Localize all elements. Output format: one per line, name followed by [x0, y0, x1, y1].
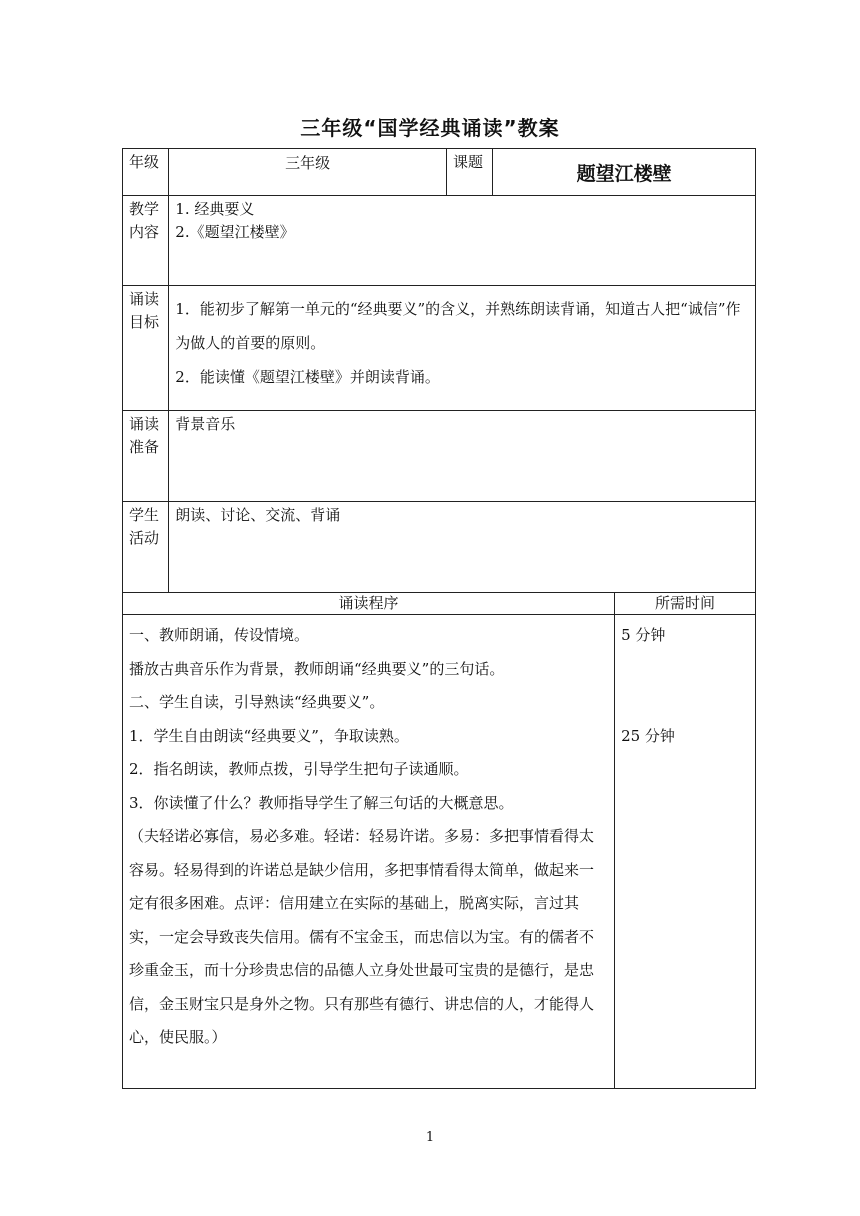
content-label-cell: [123, 196, 169, 286]
grade-label: 年级: [129, 153, 160, 171]
prep-cell: [169, 411, 756, 502]
content-cell: [169, 196, 756, 286]
procedure-line: 1．学生自由朗读“经典要义”，争取读熟。: [129, 726, 409, 745]
procedure-line: 3．你读懂了什么？教师指导学生了解三句话的大概意思。: [129, 793, 514, 812]
procedure-line: 2．指名朗读，教师点拨，引导学生把句子读通顺。: [129, 760, 469, 778]
content-row: [123, 196, 756, 286]
goals-cell: [169, 286, 756, 411]
course-label-cell: [447, 149, 493, 196]
page-number: 1: [425, 1130, 435, 1145]
goal-item: 1．能初步了解第一单元的“经典要义”的含义，并熟练朗读背诵，知道古人把“诚信”作为做人的首要的原则。: [175, 300, 741, 352]
activity-label: 学生活动: [129, 506, 160, 547]
grade-label-cell: [123, 149, 169, 196]
goals-label: 诵读目标: [129, 290, 160, 331]
header-row: [123, 149, 756, 196]
goal-item: 2．能读懂《题望江楼壁》并朗读背诵。: [175, 368, 440, 386]
activity-label-cell: [123, 502, 169, 593]
procedure-line: 播放古典音乐作为背景，教师朗诵“经典要义”的三句话。: [129, 659, 505, 678]
goals-label-cell: [123, 286, 169, 411]
procedure-line: （夫轻诺必寡信，易必多难。轻诺：轻易许诺。多易：多把事情看得太容易。轻易得到的许诺总是缺少信用，多把事情看得太简单，做起来一定有很多困难。点评：信用建立在实际的基础上，脱离实际，言过其实，一定会导致丧失信用。儒有不宝金玉，而忠信以为宝。有的儒者不珍重金玉，而十分珍贵忠信的品德人立身处世最可宝贵的是德行，是忠信，金玉财宝只是身外之物。只有那些有德行、讲忠信的人，才能得人心，使民服。）: [129, 827, 595, 1046]
activity-cell: [169, 502, 756, 593]
procedure-cell: [123, 615, 615, 1089]
time-value: 25 分钟: [621, 726, 675, 745]
prep-label: 诵读准备: [129, 415, 160, 456]
content-item: 2.《题望江楼壁》: [175, 223, 295, 241]
content-label: 教学内容: [129, 200, 160, 241]
procedure-header: 诵读程序: [338, 594, 399, 612]
procedure-header-row: [123, 593, 756, 615]
document-title: 三年级“国学经典诵读”教案: [300, 116, 560, 140]
course-title: 题望江楼壁: [576, 163, 672, 185]
prep-text: 背景音乐: [175, 415, 236, 433]
prep-label-cell: [123, 411, 169, 502]
content-item: 1. 经典要义: [175, 200, 255, 218]
grade-value-cell: [169, 149, 447, 196]
procedure-line: 二、学生自读，引导熟读“经典要义”。: [129, 693, 385, 711]
activity-row: [123, 502, 756, 593]
activity-text: 朗读、讨论、交流、背诵: [175, 506, 341, 524]
time-value: 5 分钟: [621, 626, 666, 644]
grade-value: 三年级: [285, 154, 331, 172]
time-header: 所需时间: [655, 594, 716, 612]
lesson-plan-table: [122, 148, 756, 1089]
time-cell: [615, 615, 756, 1089]
procedure-header-cell: [123, 593, 615, 615]
time-header-cell: [615, 593, 756, 615]
procedure-line: 一、教师朗诵，传设情境。: [129, 626, 310, 644]
goals-row: [123, 286, 756, 411]
procedure-row: [123, 615, 756, 1089]
course-label: 课题: [453, 153, 484, 171]
prep-row: [123, 411, 756, 502]
course-value-cell: [493, 149, 756, 196]
